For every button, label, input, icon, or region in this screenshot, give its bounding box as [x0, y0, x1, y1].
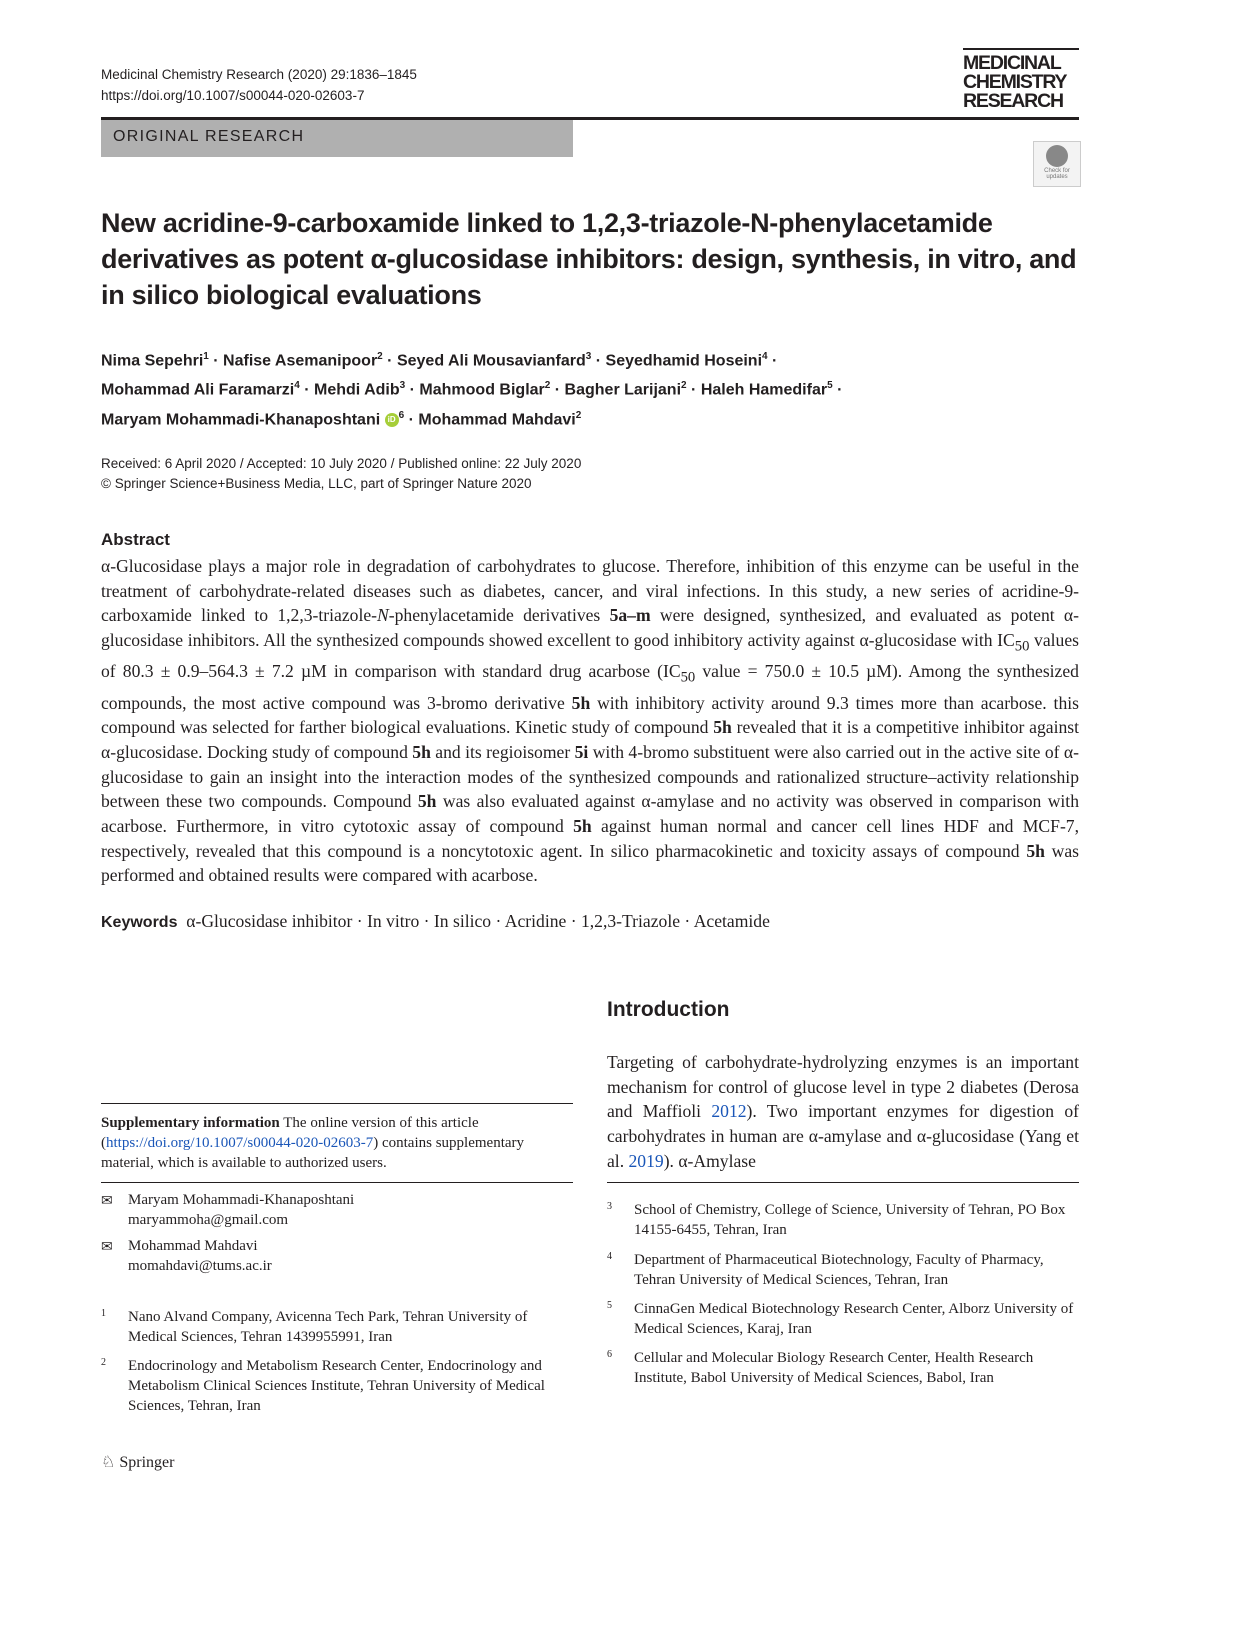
author-list: Nima Sepehri$^1$ · Nafise Asemanipoor$^2$ · Seyed Ali Mousavianfard$^3$ · Seyedhamid Hoseini$^4$ · Mohammad Ali Faramarzi$^4$ · Mehdi Adib$^3$ · Mahmood Biglar$^2$ · Bagher Larijani$^2$ · Haleh Hamedifar$^5$ · Maryam Mohammadi-Khanaposhtani iD $^6$ · Mohammad Mahdavi$^2$ [101, 351, 843, 428]
author-name[interactable]: Haleh Hamedifar [700, 381, 828, 399]
text-segment: N [377, 605, 389, 626]
affiliation-marker: 4 [294, 380, 300, 392]
text-segment: with inhibitory activity around 9.3 times more than acarbose. this compound was selected for farther biological evaluations. Kinetic study of compound [101, 692, 1079, 738]
text-segment: values of 80.3 ± 0.9–564.3 ± 7.2 µM in comparison with standard drug acarbose (IC [101, 630, 1079, 682]
affiliation-marker: 5 [827, 380, 833, 392]
supplementary-link[interactable]: https://doi.org/10.1007/s00044-020-02603-7 [106, 1135, 374, 1151]
logo-line: MEDICINAL [963, 52, 1061, 74]
affiliation-number: 2 [101, 1357, 106, 1368]
author-name[interactable]: Mehdi Adib [314, 381, 400, 399]
affiliation [607, 1250, 1080, 1290]
affiliation [101, 1307, 574, 1347]
text-segment: 50 [1014, 638, 1030, 655]
author-name[interactable]: Mohammad Ali Faramarzi [101, 381, 295, 399]
logo-line: CHEMISTRY [963, 71, 1067, 93]
keywords-text: α-Glucosidase inhibitor · In vitro · In silico · Acridine · 1,2,3-Triazole · Acetamide [186, 911, 770, 931]
footnote-divider [101, 1103, 573, 1104]
correspondence-entry [101, 1190, 573, 1230]
author-name[interactable]: Bagher Larijani [564, 381, 682, 399]
affiliation-marker: 2 [575, 409, 582, 421]
affiliation-text: Nano Alvand Company, Avicenna Tech Park, Tehran University of Medical Sciences, Tehran 1439955991, Iran [128, 1309, 528, 1345]
publisher-name: Springer [119, 1454, 175, 1471]
correspondent-email[interactable]: momahdavi@tums.ac.ir [128, 1258, 272, 1274]
article-title: New acridine-9-carboxamide linked to 1,2,3-triazole-N-phenylacetamide derivatives as potent α-glucosidase inhibitors: design, synthesis, in vitro, and in silico biological evaluations [101, 208, 1077, 310]
publication-dates [101, 454, 581, 494]
affiliation-number: 3 [607, 1201, 612, 1212]
text-segment: and its regioisomer [430, 741, 575, 762]
section-band [101, 120, 573, 157]
affiliation-text: School of Chemistry, College of Science, University of Tehran, PO Box 14155-6455, Tehran, Iran [634, 1202, 1066, 1238]
text-segment: was also evaluated against α-amylase and no activity was observed in comparison with acarbose. Furthermore, in vitro cytotoxic assay of compound [101, 791, 1079, 837]
doi-link[interactable]: https://doi.org/10.1007/s00044-020-02603-7 [101, 88, 365, 103]
text-segment: ). Two important enzymes for digestion of carbohydrates in human are α-amylase and α-glucosidase (Yang et al. [607, 1101, 1079, 1171]
text-segment: Targeting of carbohydrate-hydrolyzing enzymes is an important mechanism for control of glucose level in type 2 diabetes (Derosa and Maffioli [607, 1052, 1079, 1122]
correspondence-entry [101, 1236, 573, 1276]
author-name[interactable]: Maryam Mohammadi-Khanaposhtani [101, 410, 381, 428]
correspondent-name: Maryam Mohammadi-Khanaposhtani [128, 1192, 355, 1208]
text-segment: 50 [680, 669, 696, 686]
supplementary-text: The online version of this article ( [101, 1115, 479, 1151]
text-segment: against human normal and cancer cell lines HDF and MCF-7, respectively, revealed that this compound is a noncytotoxic agent. In silico pharmacokinetic and toxicity assays of compound [101, 816, 1079, 861]
introduction-text [607, 1050, 1079, 1174]
abstract-heading: Abstract [101, 530, 170, 549]
affiliation-marker: 2 [377, 351, 383, 362]
text-segment: 5i [574, 741, 589, 762]
envelope-icon: ✉ [101, 1194, 113, 1209]
author-name[interactable]: Mahmood Biglar [419, 381, 545, 399]
text-segment: ). α-Amylase [663, 1150, 756, 1171]
affiliation-marker: 6 [398, 409, 405, 421]
supplementary-text: ) contains supplementary material, which is available to authorized users. [101, 1135, 525, 1171]
keywords-label: Keywords [101, 914, 178, 931]
affiliation-marker: 4 [762, 351, 768, 362]
affiliation-number: 4 [607, 1251, 612, 1262]
author-name[interactable]: Nafise Asemanipoor [223, 352, 378, 370]
logo-line: RESEARCH [963, 90, 1063, 112]
affiliation-text: Cellular and Molecular Biology Research Center, Health Research Institute, Babol University of Medical Sciences, Babol, Iran [634, 1350, 1034, 1386]
text-segment: 5h [417, 791, 437, 812]
affiliation [607, 1299, 1080, 1339]
footnote-divider [607, 1182, 1079, 1183]
text-segment: 5h [1026, 840, 1045, 861]
text-segment: 5h [573, 816, 592, 837]
journal-line: Medicinal Chemistry Research (2020) 29:1836–1845 [101, 67, 417, 82]
text-segment: 5h [412, 741, 431, 762]
affiliation [101, 1356, 574, 1416]
footnote-divider [101, 1182, 573, 1183]
journal-citation [101, 64, 417, 106]
affiliation-marker: 2 [544, 380, 551, 392]
check-updates-icon [1046, 145, 1068, 167]
text-segment: with 4-bromo substituent were also carried out in the active site of α-glucosidase to gain an insight into the interaction modes of the synthesized compounds and rationalized structure–activity relationship between these two compounds. Compound [101, 741, 1080, 812]
author-name[interactable]: Seyedhamid Hoseini [605, 352, 763, 370]
check-updates-label: Check for updates [1044, 168, 1070, 180]
affiliation-number: 5 [607, 1300, 612, 1311]
affiliation-text: CinnaGen Medical Biotechnology Research Center, Alborz University of Medical Sciences, Karaj, Iran [634, 1301, 1074, 1337]
affiliation-marker: 1 [203, 351, 209, 362]
text-segment: -phenylacetamide derivatives [388, 605, 610, 626]
affiliation-number: 1 [101, 1308, 106, 1319]
text-segment: 5h [713, 717, 732, 738]
affiliation-marker: 3 [585, 351, 592, 362]
copyright-line: © Springer Science+Business Media, LLC, part of Springer Nature 2020 [101, 476, 532, 491]
supplementary-label: Supplementary information [101, 1115, 280, 1131]
orcid-icon[interactable]: iD [385, 413, 399, 427]
affiliation-marker: 2 [681, 380, 687, 392]
text-segment: revealed that it is a competitive inhibitor against α-glucosidase. Docking study of compound [101, 717, 1079, 762]
check-for-updates-button[interactable] [1033, 141, 1081, 187]
text-segment: value = 750.0 ± 10.5 µM). Among the synthesized compounds, the most active compound was 3-bromo derivative [101, 661, 1079, 713]
springer-horse-icon: ♘ [101, 1454, 116, 1471]
text-segment: were designed, synthesized, and evaluated as potent α-glucosidase inhibitors. All the synthesized compounds showed excellent to good inhibitory activity against α-glucosidase with IC [101, 605, 1079, 651]
citation-link[interactable]: 2019 [628, 1150, 664, 1171]
publisher-footer [101, 1452, 174, 1472]
correspondent-email[interactable]: maryammoha@gmail.com [128, 1212, 289, 1228]
correspondent-name: Mohammad Mahdavi [128, 1238, 258, 1254]
text-segment: was performed and obtained results were compared with acarbose. [101, 840, 1079, 886]
text-segment: 5h [571, 692, 591, 713]
citation-link[interactable]: 2012 [711, 1101, 747, 1122]
text-segment: α-Glucosidase plays a major role in degradation of carbohydrates to glucose. Therefore, inhibition of this enzyme can be useful in the treatment of carbohydrate-related diseases such as diabetes, cancer, and viral infections. In this study, a new series of acridine-9-carboxamide linked to 1,2,3-triazole- [101, 556, 1079, 626]
affiliation-marker: 3 [399, 380, 406, 392]
dates-line: Received: 6 April 2020 / Accepted: 10 July 2020 / Published online: 22 July 2020 [101, 456, 582, 471]
supplementary-info [101, 1113, 573, 1173]
affiliation-text: Department of Pharmaceutical Biotechnology, Faculty of Pharmacy, Tehran University of Medical Sciences, Tehran, Iran [634, 1252, 1044, 1288]
affiliation-text: Endocrinology and Metabolism Research Center, Endocrinology and Metabolism Clinical Sciences Institute, Tehran University of Medical Sciences, Tehran, Iran [128, 1358, 545, 1414]
envelope-icon: ✉ [101, 1240, 113, 1255]
abstract-text [101, 554, 1079, 888]
text-segment: 5a–m [609, 605, 651, 626]
section-label: ORIGINAL RESEARCH [113, 128, 305, 145]
affiliation-number: 6 [607, 1349, 612, 1360]
author-name[interactable]: Seyed Ali Mousavianfard [396, 352, 586, 370]
affiliation [607, 1200, 1080, 1240]
author-name[interactable]: Nima Sepehri [101, 352, 204, 370]
affiliation [607, 1348, 1080, 1388]
keywords [101, 911, 1079, 932]
journal-logo [963, 48, 1079, 111]
author-name[interactable]: Mohammad Mahdavi [418, 410, 576, 428]
introduction-heading: Introduction [607, 998, 730, 1021]
